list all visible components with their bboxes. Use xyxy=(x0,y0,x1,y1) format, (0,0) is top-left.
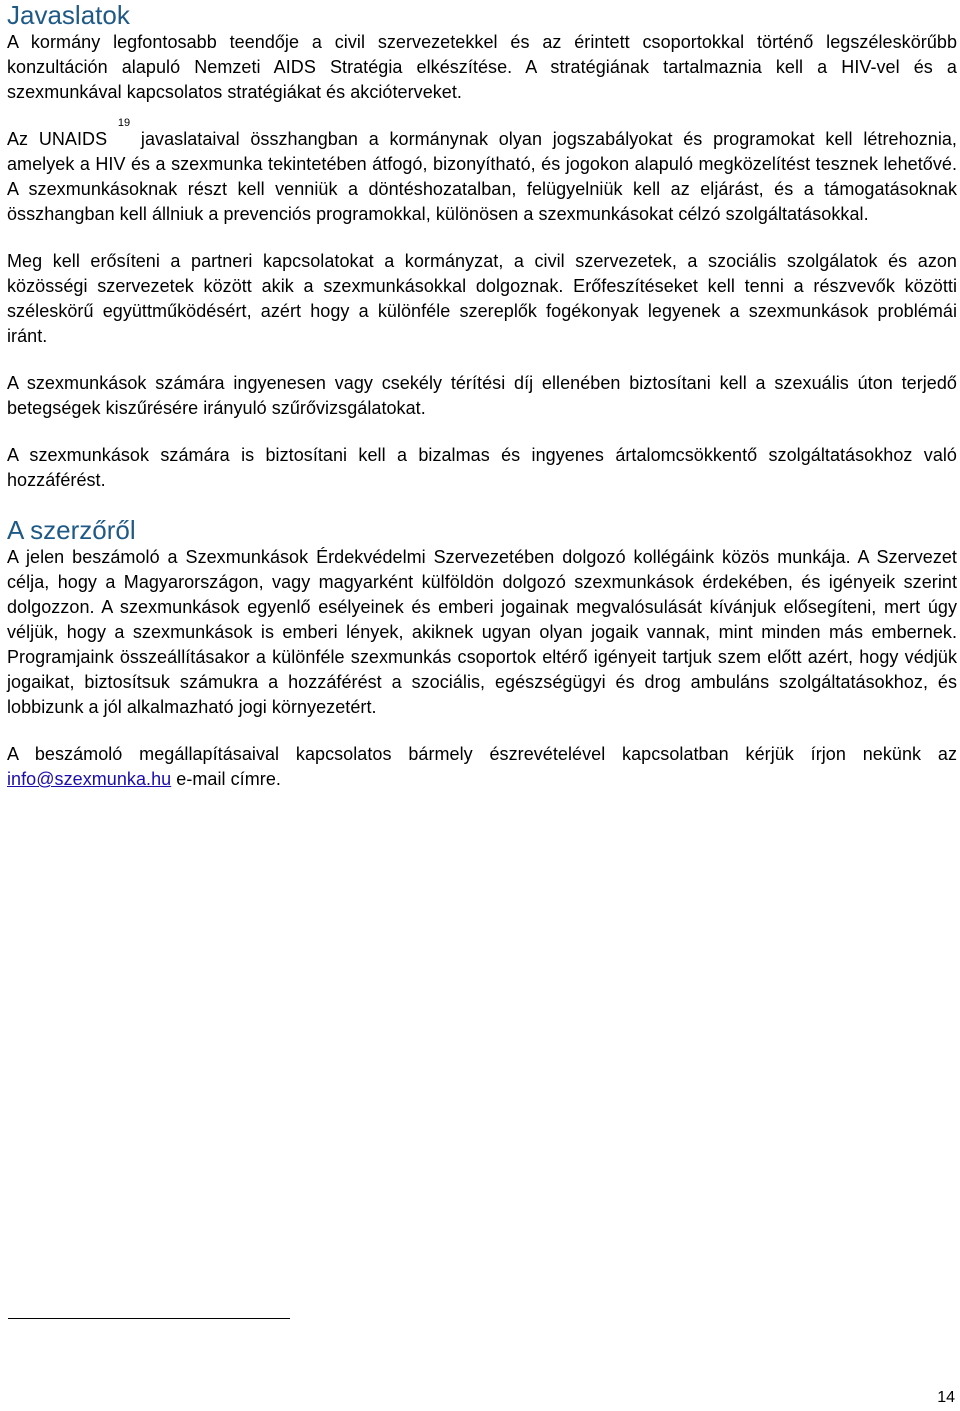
paragraph-text: e-mail címre. xyxy=(171,769,281,789)
paragraph-partnerships: Meg kell erősíteni a partneri kapcsolatokat a kormányzat, a civil szervezetek, a szociális szolgálatok és azon közösségi szervezetek között akik a szexmunkásokkal dolgoznak. Erőfeszítéseket kell tenni a részvevők közötti széleskörű együttműködésért, azért hogy a különféle szereplők fogékonyak legyenek a szexmunkások problémái iránt. xyxy=(7,251,957,346)
paragraph-text: javaslataival összhangban a kormánynak olyan jogszabályokat és programokat kell létrehoznia, amelyek a HIV és a szexmunka tekintetében átfogó, bizonyítható, és jogokon alapuló megközelítést tesznek lehetővé. A szexmunkásoknak részt kell venniük a döntéshozatalban, felügyelniük kell az eljárást, és a támogatásoknak összhangban kell állniuk a prevenciós programokkal, különösen a szexmunkásokat célzó szolgáltatásokkal. xyxy=(7,129,957,224)
paragraph-harm-reduction: A szexmunkások számára is biztosítani kell a bizalmas és ingyenes ártalomcsökkentő szolgáltatásokhoz való hozzáférést. xyxy=(7,445,957,490)
footnote-separator xyxy=(8,1318,290,1319)
paragraph-unaids-recommendations xyxy=(7,117,957,227)
paragraph-national-aids-strategy: A kormány legfontosabb teendője a civil szervezetekkel és az érintett csoportokkal történő legszéleskörűbb konzultáción alapuló Nemzeti AIDS Stratégia elkészítése. A stratégiának tartalmaznia kell a HIV-vel és a szexmunkával kapcsolatos stratégiákat és akcióterveket. xyxy=(7,32,957,102)
document-page xyxy=(7,0,957,814)
paragraph-text: A beszámoló megállapításaival kapcsolatos bármely észrevételével kapcsolatban kérjük írjon nekünk az xyxy=(7,744,957,764)
footnote-reference[interactable]: 19 xyxy=(117,117,131,129)
paragraph-organization: A jelen beszámoló a Szexmunkások Érdekvédelmi Szervezetében dolgozó kollégáink közös munkája. A Szervezet célja, hogy a Magyarországon, vagy magyarként külföldön dolgozó szexmunkások érdekében, és igényeik szerint dolgozzon. A szexmunkások egyenlő esélyeinek és emberi jogainak megvalósulását kívánjuk elősegíteni, mert úgy véljük, hogy a szexmunkások is emberi lények, akiknek ugyan olyan jogaik vannak, mint minden más embernek. Programjaink összeállításakor a különféle szexmunkás csoportok eltérő igényeit tartjuk szem előtt azért, hogy védjük jogaikat, biztosítsuk számukra a hozzáférést a szociális, egészségügyi és drog ambuláns szolgáltatásokhoz, és lobbizunk a jól alkalmazható jogi környezetért. xyxy=(7,547,957,717)
paragraph-free-screening: A szexmunkások számára ingyenesen vagy csekély térítési díj ellenében biztosítani kell a szexuális úton terjedő betegségek kiszűrésére irányuló szűrővizsgálatokat. xyxy=(7,373,957,418)
paragraph-text: Az UNAIDS xyxy=(7,129,118,149)
section-title-about-author: A szerzőről xyxy=(7,515,136,545)
page-number: 14 xyxy=(937,1389,955,1406)
email-link[interactable]: info@szexmunka.hu xyxy=(7,769,172,789)
section-title-javaslatok: Javaslatok xyxy=(7,0,130,30)
paragraph-contact xyxy=(7,742,957,792)
